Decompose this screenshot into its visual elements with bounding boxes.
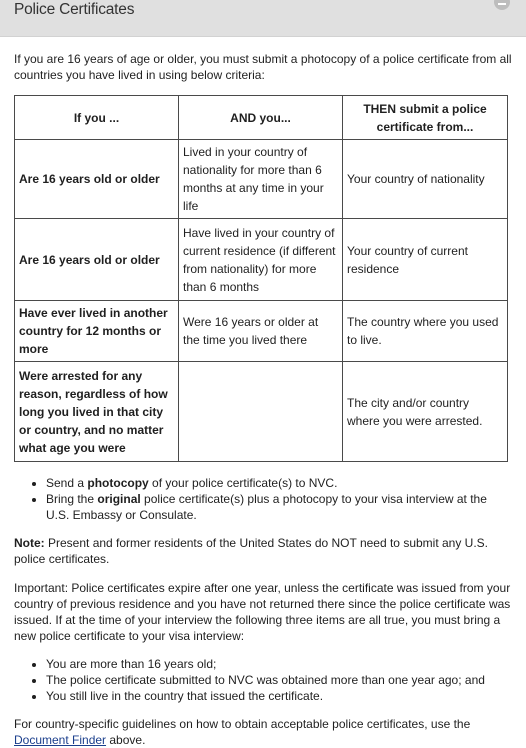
list-item: • You still live in the country that issued the certificate. <box>46 688 512 704</box>
table-header-cell: THEN submit a police certificate from... <box>343 96 508 140</box>
table-cell: Your country of current residence <box>343 219 508 301</box>
table-row <box>15 362 508 462</box>
list-item: • Send a photocopy of your police certificate(s) to NVC. <box>46 475 512 491</box>
table-header-cell: If you ... <box>15 96 179 140</box>
document-finder-link[interactable]: Document Finder <box>14 733 107 747</box>
list-item: • You are more than 16 years old; <box>46 656 512 672</box>
footer-text: For country-specific guidelines on how to obtain acceptable police certificates, use the Document Finder above. <box>14 717 471 747</box>
important-text: Important: Police certificates expire after one year, unless the certificate was issued from your country of previous residence and you have not returned there since the police certificate was issued. If at the time of your interview the following three items are all true, you must bring a new police certificate to your visa interview: <box>14 581 511 643</box>
table-row <box>15 219 508 301</box>
table-cell: Have ever lived in another country for 12 months or more <box>15 301 179 362</box>
list-item: • The police certificate submitted to NVC was obtained more than one year ago; and <box>46 672 512 688</box>
table-cell: Have lived in your country of current residence (if different from nationality) for more than 6 months <box>179 219 343 301</box>
panel-content <box>0 37 526 748</box>
table-row <box>15 301 508 362</box>
criteria-table <box>14 95 508 462</box>
table-cell: The country where you used to live. <box>343 301 508 362</box>
table-cell: Your country of nationality <box>343 140 508 219</box>
table-cell: Are 16 years old or older <box>15 219 179 301</box>
note-text: Note: Present and former residents of the United States do NOT need to submit any U.S. police certificates. <box>14 536 489 566</box>
panel-header[interactable] <box>0 0 526 37</box>
table-row <box>15 140 508 219</box>
intro-text: If you are 16 years of age or older, you must submit a photocopy of a police certificate from all countries you have lived in using below criteria: <box>14 52 512 82</box>
table-header-row <box>15 96 508 140</box>
panel-title: Police Certificates <box>14 1 135 18</box>
note-label: Note: <box>14 536 45 550</box>
table-cell <box>179 362 343 462</box>
table-cell: The city and/or country where you were arrested. <box>343 362 508 462</box>
list-item: • Bring the original police certificate(s) plus a photocopy to your visa interview at the U.S. Embassy or Consulate. <box>46 491 512 523</box>
table-header-cell: AND you... <box>179 96 343 140</box>
submission-list <box>14 475 512 523</box>
table-cell: Were 16 years or older at the time you lived there <box>179 301 343 362</box>
conditions-list <box>14 656 512 704</box>
table-cell: Lived in your country of nationality for more than 6 months at any time in your life <box>179 140 343 219</box>
table-cell: Are 16 years old or older <box>15 140 179 219</box>
table-cell: Were arrested for any reason, regardless of how long you lived in that city or country, and no matter what age you were <box>15 362 179 462</box>
